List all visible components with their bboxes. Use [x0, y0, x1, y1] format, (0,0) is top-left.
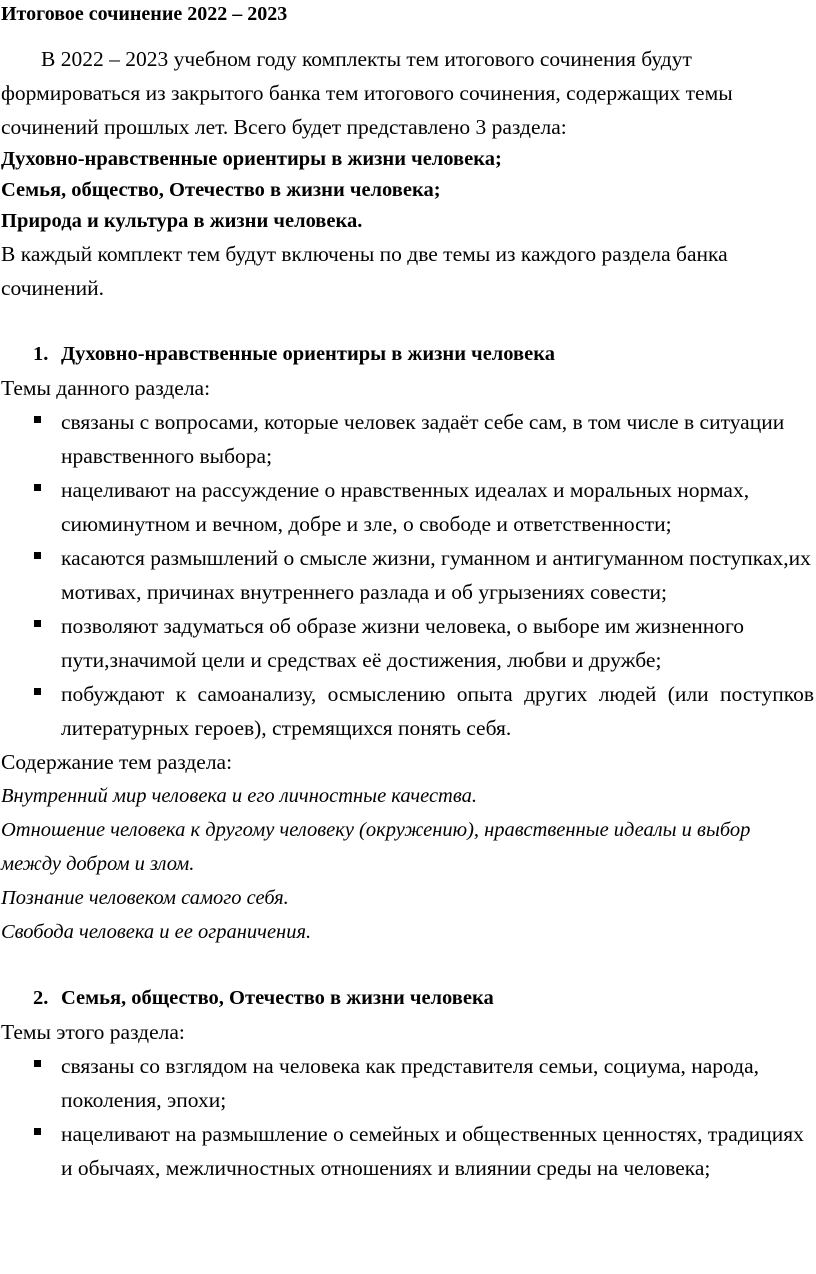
- content-item: Свобода человека и ее ограничения.: [1, 921, 312, 943]
- section-2-heading: [1, 981, 814, 1015]
- bullet-text: связаны со взглядом на человека как представителя семьи, социума, народа, поколения, эпохи;: [61, 1054, 760, 1112]
- section-1-heading: [1, 337, 814, 371]
- content-item: Познание человеком самого себя.: [1, 887, 289, 909]
- bullet-text: нацеливают на размышление о семейных и общественных ценностях, традициях и обычаях, межличностных отношениях и влиянии среды на человека;: [61, 1122, 804, 1180]
- square-bullet-icon: [34, 1060, 41, 1067]
- bullet-item: [1, 1049, 814, 1117]
- square-bullet-icon: [34, 416, 41, 423]
- section-1-bullet-list: [1, 405, 814, 745]
- section-2-number: 2.: [33, 987, 49, 1009]
- sections-list-item: Духовно-нравственные ориентиры в жизни человека;: [1, 148, 502, 170]
- bullet-item: [1, 405, 814, 473]
- blank-line: [1, 949, 814, 981]
- bullet-item: [1, 1117, 814, 1185]
- section-1-topics-label: Темы данного раздела:: [1, 376, 211, 400]
- bullet-item: [1, 473, 814, 541]
- section-2-title: Семья, общество, Отечество в жизни человека: [61, 987, 494, 1009]
- bullet-text: позволяют задуматься об образе жизни человека, о выборе им жизненного пути,значимой цели и средствах её достижения, любви и дружбе;: [61, 614, 745, 672]
- content-item: Отношение человека к другому человеку (окружению), нравственные идеалы и выбор между добром и злом.: [1, 819, 751, 875]
- content-item: Внутренний мир человека и его личностные качества.: [1, 785, 477, 807]
- bullet-text: касаются размышлений о смысле жизни, гуманном и антигуманном поступках,их мотивах, причинах внутреннего разлада и об угрызениях совести;: [61, 546, 811, 604]
- blank-line: [1, 305, 814, 337]
- section-1-title: Духовно-нравственные ориентиры в жизни человека: [61, 343, 555, 365]
- square-bullet-icon: [34, 620, 41, 627]
- bullet-item: [1, 677, 814, 745]
- square-bullet-icon: [34, 484, 41, 491]
- bullet-item: [1, 541, 814, 609]
- square-bullet-icon: [34, 552, 41, 559]
- section-2-bullet-list: [1, 1049, 814, 1185]
- bullet-text: побуждают к самоанализу, осмыслению опыта других людей (или поступков литературных героев), стремящихся понять себя.: [61, 682, 814, 740]
- sets-note-paragraph: В каждый комплект тем будут включены по две темы из каждого раздела банка сочинений.: [1, 242, 728, 300]
- sections-list-item: Природа и культура в жизни человека.: [1, 210, 363, 232]
- bullet-text: нацеливают на рассуждение о нравственных идеалах и моральных нормах, сиюминутном и вечном, добре и зле, о свободе и ответственности;: [61, 478, 750, 536]
- sections-list: [1, 144, 814, 237]
- section-2-topics-label: Темы этого раздела:: [1, 1020, 185, 1044]
- section-1-content-label: Содержание тем раздела:: [1, 750, 233, 774]
- section-1-number: 1.: [33, 343, 49, 365]
- document-title: Итоговое сочинение 2022 – 2023: [1, 3, 288, 25]
- square-bullet-icon: [34, 1128, 41, 1135]
- bullet-text: связаны с вопросами, которые человек задаёт себе сам, в том числе в ситуации нравственного выбора;: [61, 410, 785, 468]
- bullet-item: [1, 609, 814, 677]
- intro-paragraph: В 2022 – 2023 учебном году комплекты тем итогового сочинения будут формироваться из закрытого банка тем итогового сочинения, содержащих темы сочинений прошлых лет. Всего будет представлено 3 раздела:: [1, 47, 733, 139]
- sections-list-item: Семья, общество, Отечество в жизни человека;: [1, 179, 441, 201]
- square-bullet-icon: [34, 688, 41, 695]
